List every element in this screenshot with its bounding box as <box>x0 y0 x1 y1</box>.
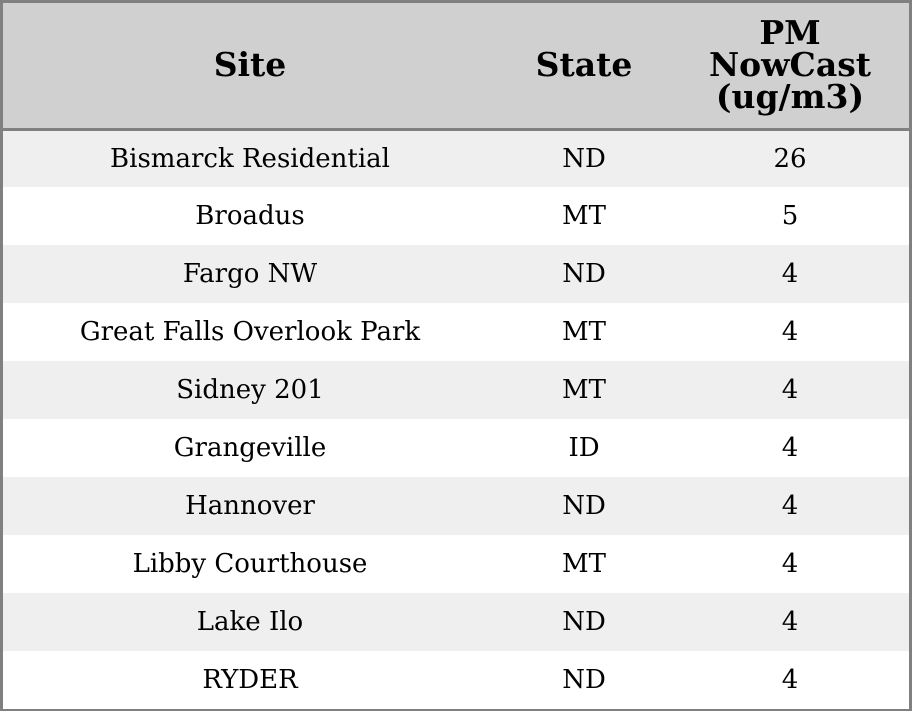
column-header-state <box>497 3 671 129</box>
table-row <box>3 187 909 245</box>
cell-site: Great Falls Overlook Park <box>79 317 421 347</box>
header-row <box>3 3 909 129</box>
table-row <box>3 129 909 187</box>
cell-site: Lake Ilo <box>196 607 304 637</box>
cell-pm-value: 26 <box>773 143 807 174</box>
cell-site: RYDER <box>202 665 298 695</box>
cell-pm-value: 4 <box>781 549 799 579</box>
column-header-state-line: State <box>535 45 633 85</box>
cell-state: ND <box>562 665 606 695</box>
cell-state: ID <box>568 433 600 463</box>
table-row <box>3 651 909 709</box>
table-row <box>3 593 909 651</box>
cell-pm-value: 4 <box>781 259 799 289</box>
data-table <box>3 3 909 709</box>
cell-site: Hannover <box>185 491 315 521</box>
cell-pm-value: 4 <box>781 665 799 695</box>
column-header-pm-line-1: PM <box>759 13 821 53</box>
cell-pm-value: 4 <box>781 491 799 521</box>
cell-site: Fargo NW <box>182 259 318 289</box>
cell-site: Broadus <box>195 201 305 231</box>
cell-pm-value: 5 <box>781 201 799 231</box>
cell-state: MT <box>562 317 606 347</box>
cell-state: ND <box>562 491 606 521</box>
cell-state: MT <box>562 201 606 231</box>
cell-site: Bismarck Residential <box>110 143 390 174</box>
cell-pm-value: 4 <box>781 433 799 463</box>
cell-state: ND <box>562 259 606 289</box>
cell-site: Sidney 201 <box>176 375 324 405</box>
table-row <box>3 245 909 303</box>
column-header-pm-line-2: NowCast <box>708 45 872 85</box>
column-header-site-line: Site <box>213 45 287 85</box>
cell-state: ND <box>562 607 606 637</box>
table-row <box>3 361 909 419</box>
table-row <box>3 535 909 593</box>
column-header-site <box>3 3 497 129</box>
cell-state: MT <box>562 375 606 405</box>
column-header-pm-nowcast <box>671 3 909 129</box>
table-row <box>3 303 909 361</box>
cell-pm-value: 4 <box>781 317 799 347</box>
cell-state: MT <box>562 549 606 579</box>
column-header-pm-line-3: (ug/m3) <box>715 77 865 117</box>
cell-pm-value: 4 <box>781 375 799 405</box>
cell-site: Libby Courthouse <box>132 549 368 579</box>
cell-site: Grangeville <box>173 433 327 463</box>
table-row <box>3 419 909 477</box>
cell-state: ND <box>562 143 606 174</box>
table-row <box>3 477 909 535</box>
cell-pm-value: 4 <box>781 607 799 637</box>
